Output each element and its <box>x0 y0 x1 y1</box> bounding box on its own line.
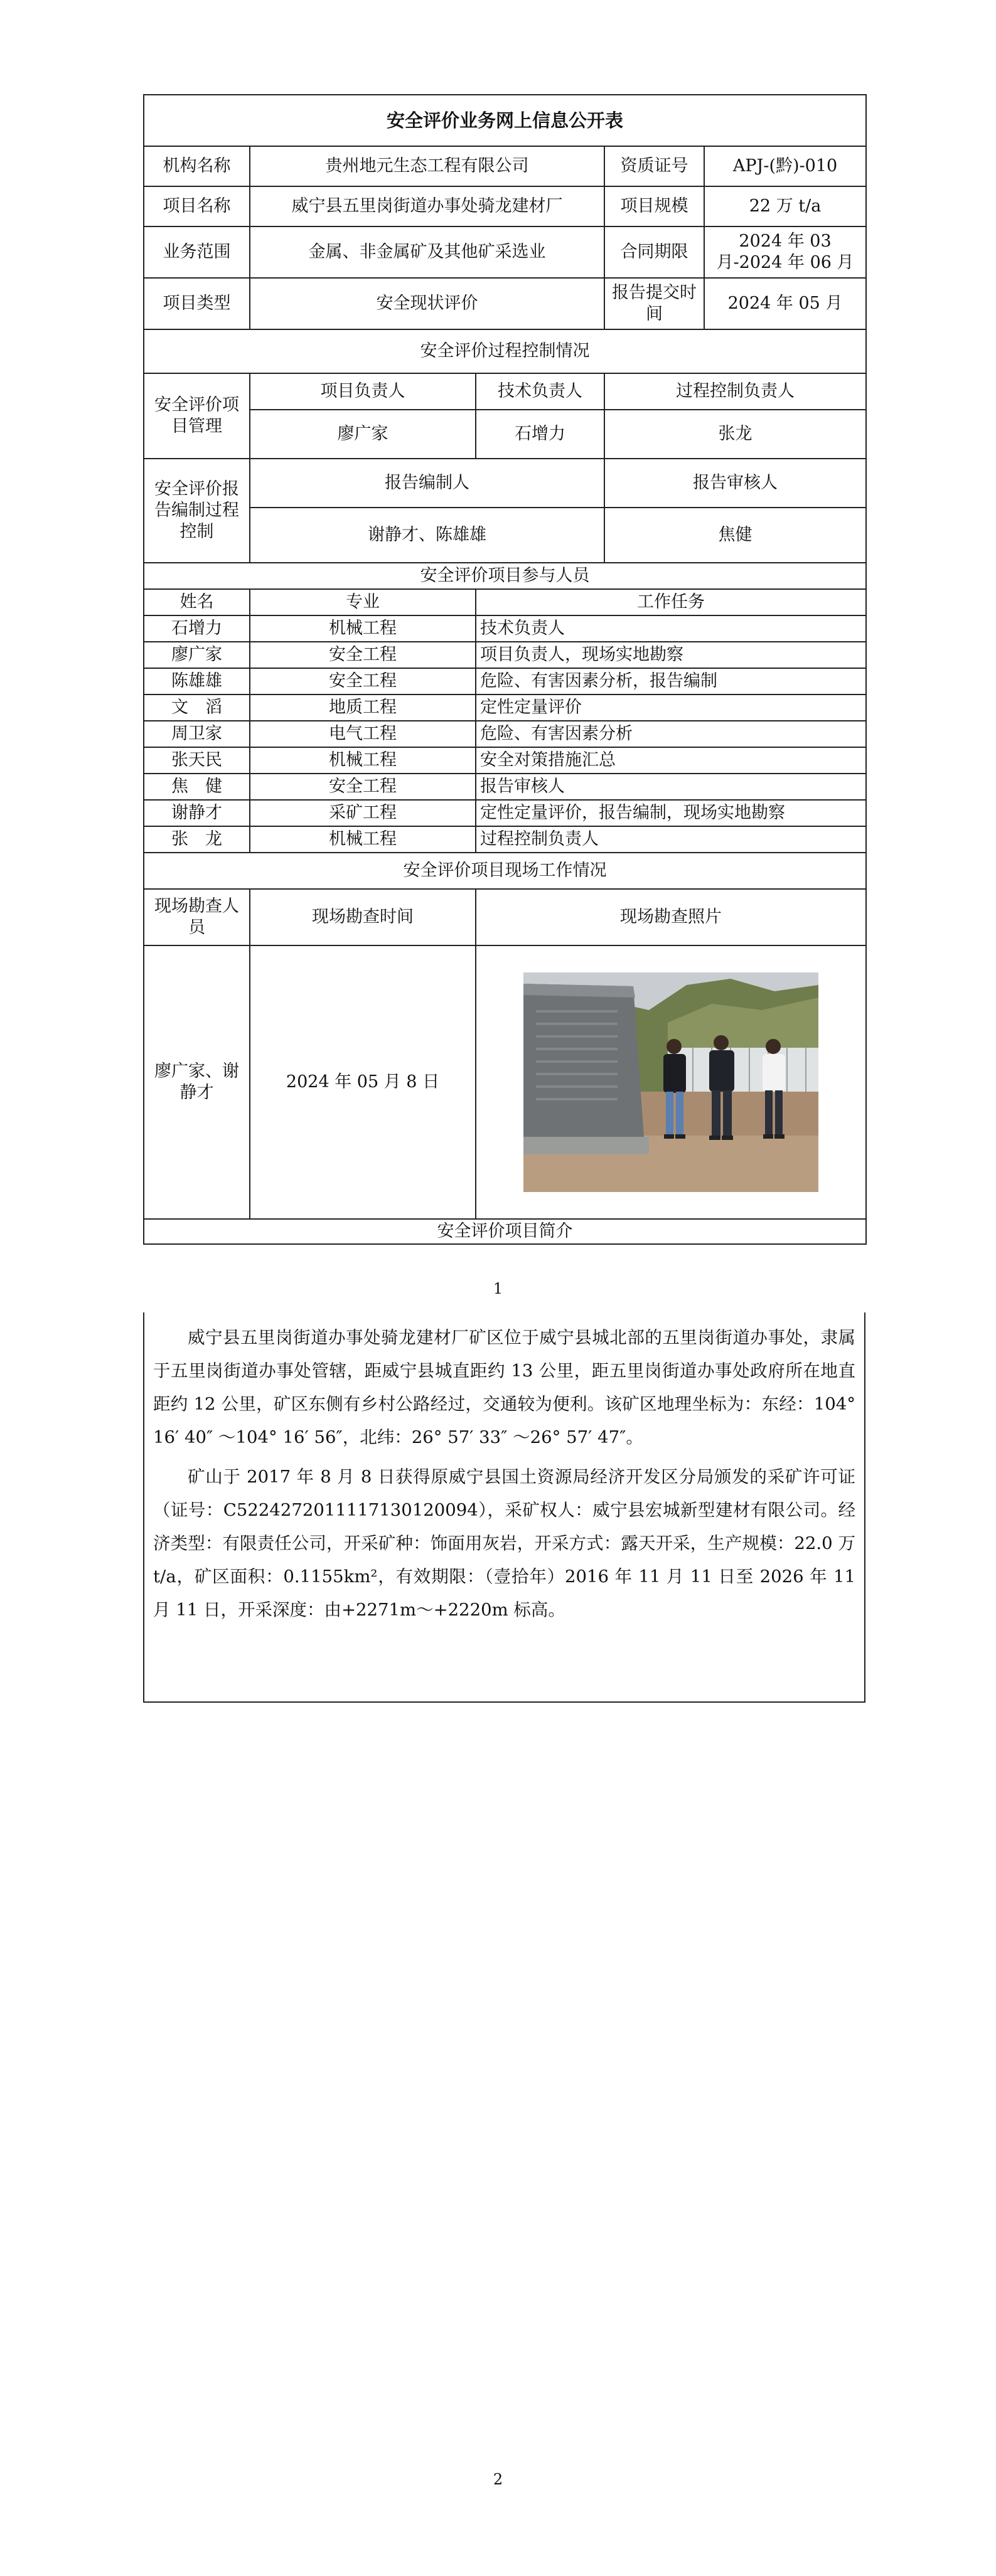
project-summary <box>143 1312 865 1703</box>
cert-value: APJ-(黔)-010 <box>704 146 866 186</box>
summary-paragraph-1: 威宁县五里岗街道办事处骑龙建材厂矿区位于威宁县城北部的五里岗街道办事处，隶属于五里岗街道办事处管辖，距威宁县城直距约 13 公里，距五里岗街道办事处政府所在地直距约 12 公里，矿区东侧有乡村公路经过，交通较为便利。该矿区地理坐标为：东经：104° 16′ 40″ ～104° 16′ 56″，北纬：26° 57′ 33″ ～26° 57′ 47″。 <box>153 1328 855 1447</box>
member-major: 电气工程 <box>250 721 476 747</box>
summary-paragraph-2: 矿山于 2017 年 8 月 8 日获得原威宁县国土资源局经济开发区分局颁发的采矿许可证（证号：C5224272011117130120094），采矿权人：威宁县宏城新型建材有限公司。经济类型：有限责任公司，开采矿种：饰面用灰岩，开采方式：露天开采，生产规模：22.0 万 t/a，矿区面积：0.1155km²，有效期限：（壹拾年）2016 年 11 月 11 日至 2026 年 11 月 11 日，开采深度：由+2271m～+2220m 标高。 <box>153 1467 855 1620</box>
member-major: 安全工程 <box>250 642 476 668</box>
members-header-task: 工作任务 <box>476 589 866 615</box>
table-row <box>144 695 866 721</box>
ctrl-label: 过程控制负责人 <box>604 373 866 410</box>
members-header-name: 姓名 <box>144 589 250 615</box>
member-task: 项目负责人，现场实地勘察 <box>476 642 866 668</box>
member-name: 文 滔 <box>144 695 250 721</box>
type-label: 项目类型 <box>144 278 250 329</box>
member-task: 过程控制负责人 <box>476 826 866 853</box>
reviewer-value: 焦健 <box>604 508 866 563</box>
site-photo <box>523 972 818 1192</box>
member-name: 谢静才 <box>144 800 250 826</box>
member-name: 陈雄雄 <box>144 668 250 695</box>
scope-value: 金属、非金属矿及其他矿采选业 <box>250 226 604 278</box>
member-task: 危险、有害因素分析 <box>476 721 866 747</box>
site-photo-cell <box>476 945 866 1219</box>
org-label: 机构名称 <box>144 146 250 186</box>
table-row <box>144 721 866 747</box>
table-row <box>144 826 866 853</box>
member-major: 采矿工程 <box>250 800 476 826</box>
submit-label: 报告提交时间 <box>604 278 704 329</box>
table-row <box>144 774 866 800</box>
site-time-label: 现场勘查时间 <box>250 889 476 945</box>
scale-value: 22 万 t/a <box>704 186 866 226</box>
process-section-title: 安全评价过程控制情况 <box>144 329 866 373</box>
scale-label: 项目规模 <box>604 186 704 226</box>
project-value: 威宁县五里岗街道办事处骑龙建材厂 <box>250 186 604 226</box>
member-name: 张天民 <box>144 747 250 774</box>
page-number-2: 2 <box>493 2471 503 2488</box>
table-row <box>144 642 866 668</box>
member-task: 报告审核人 <box>476 774 866 800</box>
author-value: 谢静才、陈雄雄 <box>250 508 604 563</box>
type-value: 安全现状评价 <box>250 278 604 329</box>
table-title: 安全评价业务网上信息公开表 <box>144 95 866 146</box>
site-photo-label: 现场勘查照片 <box>476 889 866 945</box>
member-task: 定性定量评价，报告编制，现场实地勘察 <box>476 800 866 826</box>
table-row <box>144 668 866 695</box>
member-name: 廖广家 <box>144 642 250 668</box>
members-section-title: 安全评价项目参与人员 <box>144 563 866 589</box>
intro-section-title: 安全评价项目简介 <box>144 1219 866 1244</box>
tech-value: 石增力 <box>476 410 604 459</box>
member-task: 危险、有害因素分析，报告编制 <box>476 668 866 695</box>
member-task: 定性定量评价 <box>476 695 866 721</box>
table-row <box>144 747 866 774</box>
contract-value: 2024 年 03 月-2024 年 06 月 <box>704 226 866 278</box>
member-task: 安全对策措施汇总 <box>476 747 866 774</box>
scope-label: 业务范围 <box>144 226 250 278</box>
member-name: 周卫家 <box>144 721 250 747</box>
org-value: 贵州地元生态工程有限公司 <box>250 146 604 186</box>
members-header-major: 专业 <box>250 589 476 615</box>
tech-label: 技术负责人 <box>476 373 604 410</box>
reviewer-label: 报告审核人 <box>604 459 866 508</box>
member-name: 张 龙 <box>144 826 250 853</box>
project-label: 项目名称 <box>144 186 250 226</box>
site-people-value: 廖广家、谢静才 <box>144 945 250 1219</box>
ctrl-value: 张龙 <box>604 410 866 459</box>
page-number-1: 1 <box>493 1280 503 1297</box>
member-major: 机械工程 <box>250 747 476 774</box>
member-name: 石增力 <box>144 615 250 642</box>
site-section-title: 安全评价项目现场工作情况 <box>144 853 866 889</box>
submit-value: 2024 年 05 月 <box>704 278 866 329</box>
contract-label: 合同期限 <box>604 226 704 278</box>
member-name: 焦 健 <box>144 774 250 800</box>
table-row <box>144 615 866 642</box>
report-label: 安全评价报告编制过程控制 <box>144 459 250 563</box>
member-major: 安全工程 <box>250 668 476 695</box>
member-major: 机械工程 <box>250 615 476 642</box>
table-row <box>144 800 866 826</box>
pm-label: 项目负责人 <box>250 373 476 410</box>
member-major: 安全工程 <box>250 774 476 800</box>
member-major: 地质工程 <box>250 695 476 721</box>
pm-value: 廖广家 <box>250 410 476 459</box>
author-label: 报告编制人 <box>250 459 604 508</box>
member-task: 技术负责人 <box>476 615 866 642</box>
info-table <box>143 94 867 1245</box>
cert-label: 资质证号 <box>604 146 704 186</box>
site-time-value: 2024 年 05 月 8 日 <box>250 945 476 1219</box>
site-people-label: 现场勘查人员 <box>144 889 250 945</box>
member-major: 机械工程 <box>250 826 476 853</box>
mgmt-label: 安全评价项目管理 <box>144 373 250 459</box>
